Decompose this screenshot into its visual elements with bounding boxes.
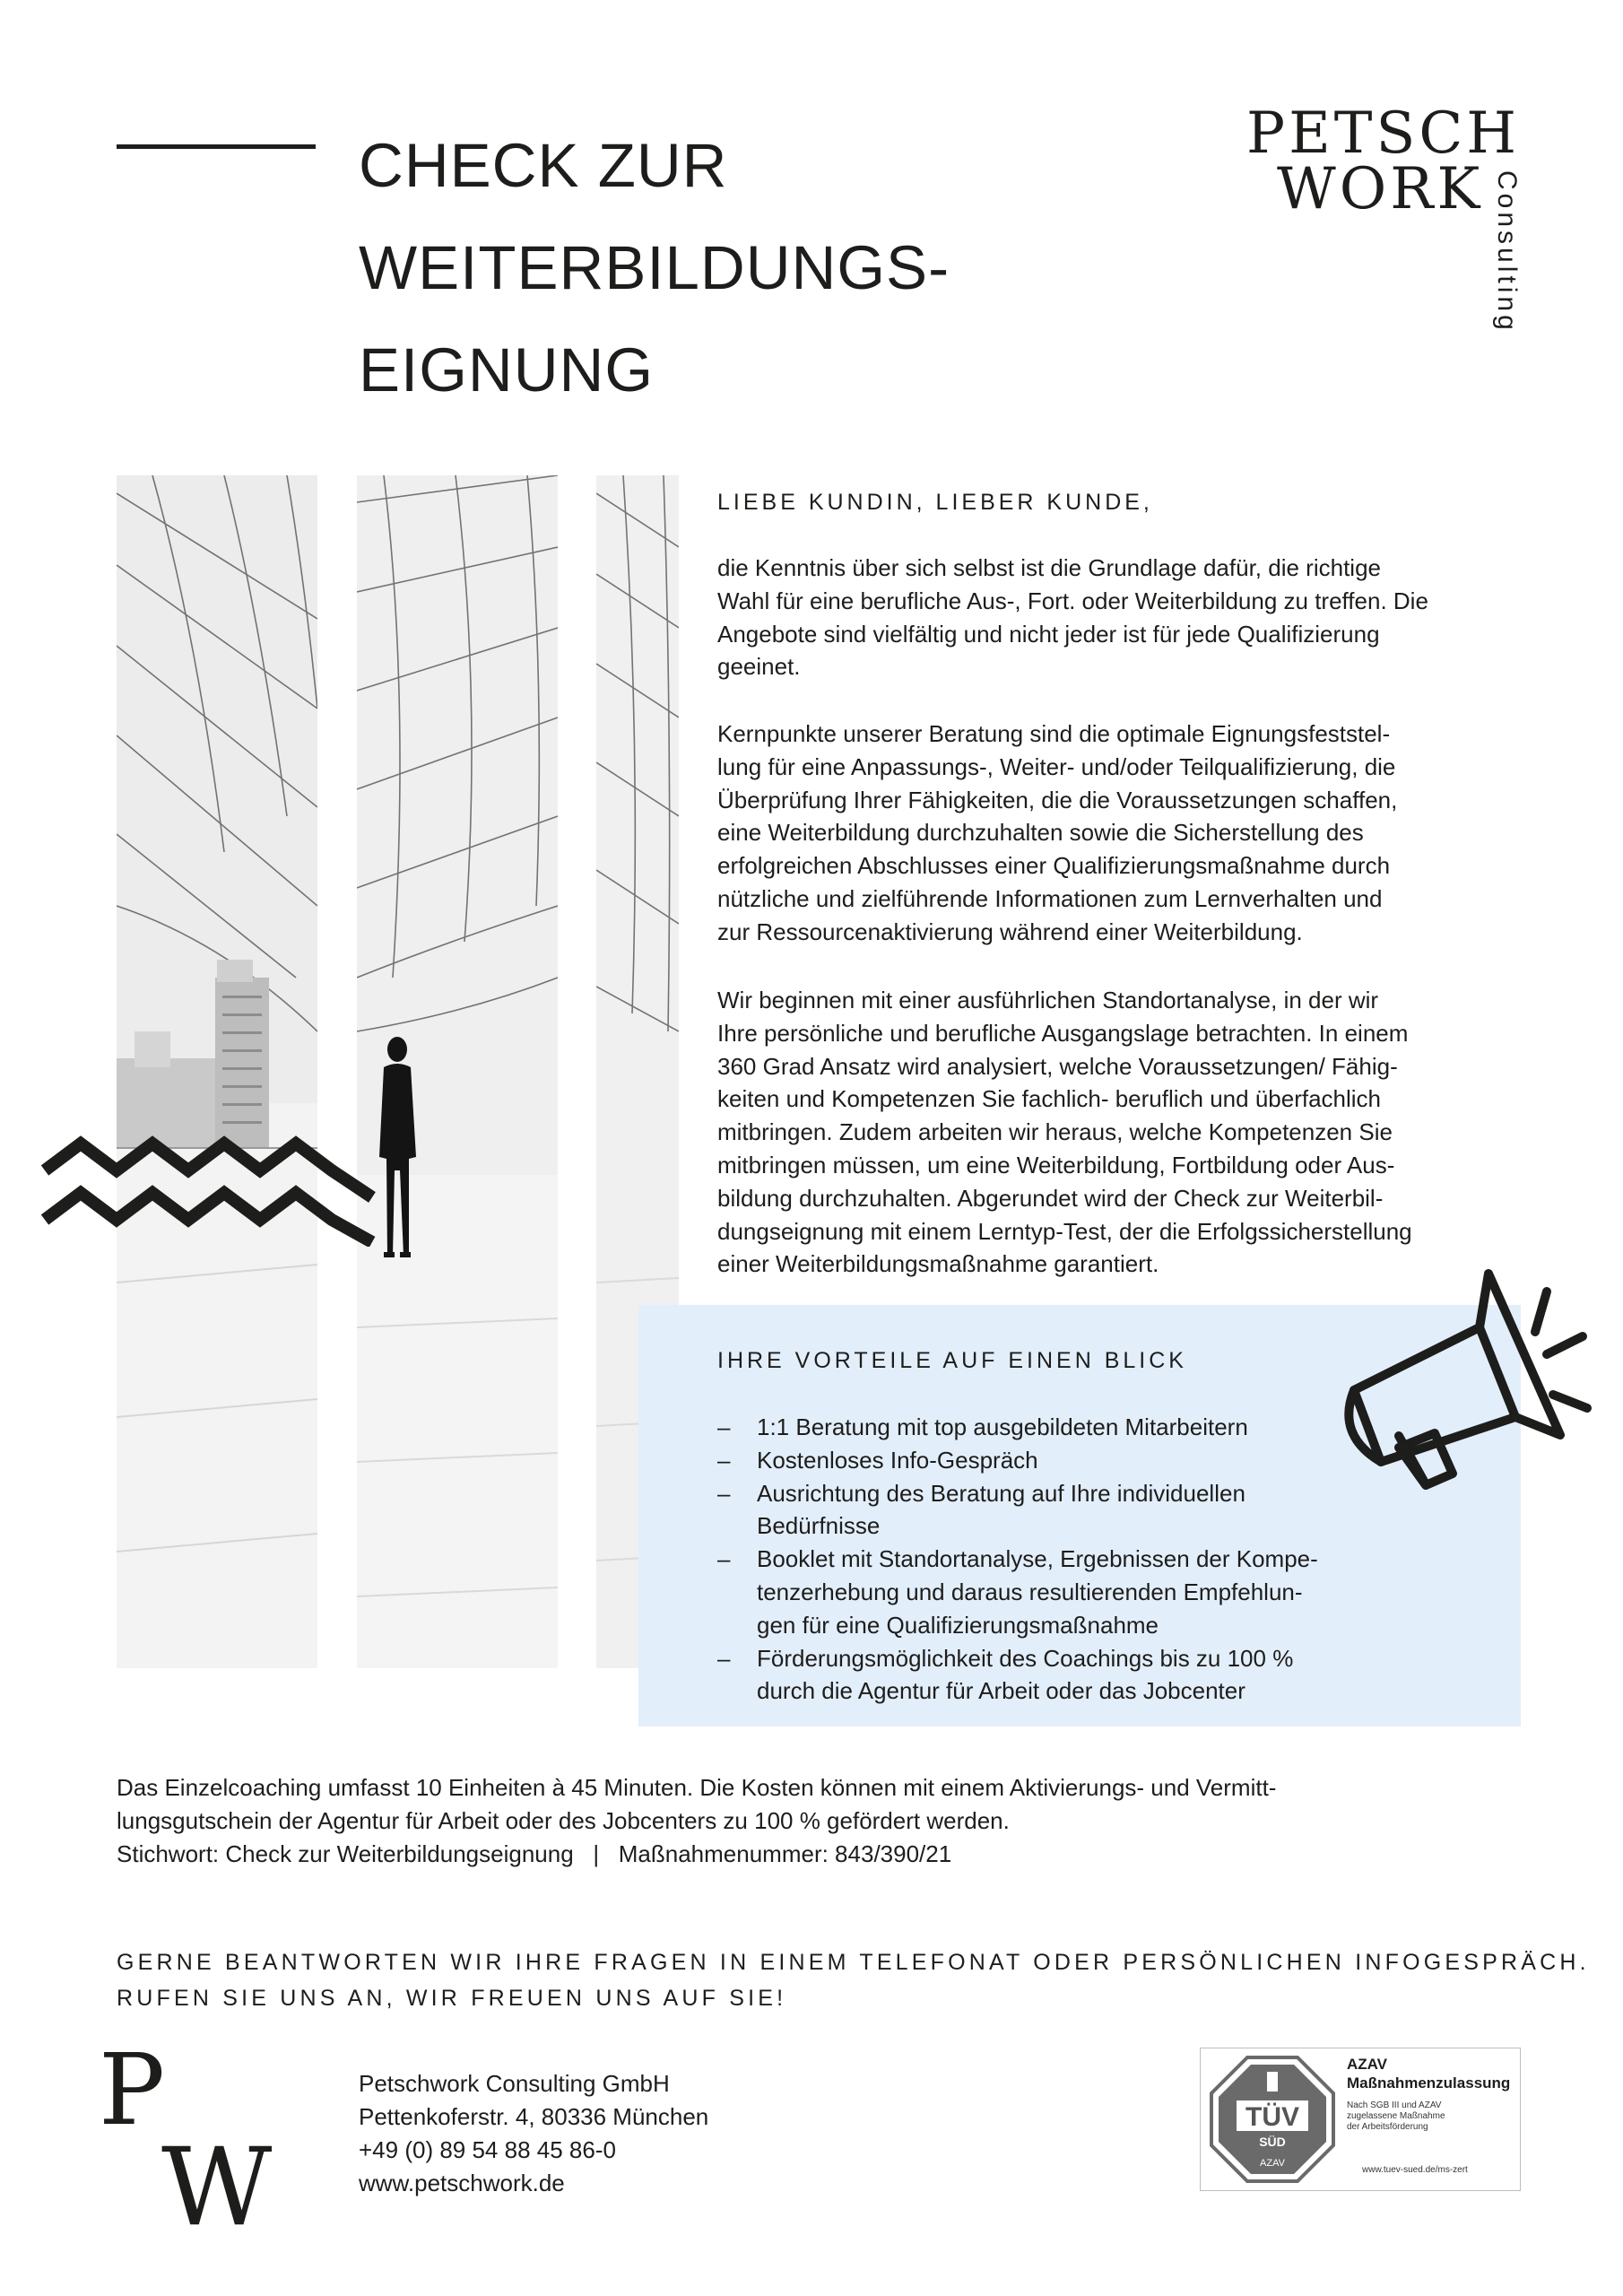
benefits-heading: IHRE VORTEILE AUF EINEN BLICK bbox=[717, 1348, 1187, 1373]
logo-petsch: PETSCH bbox=[1246, 100, 1521, 167]
company-phone: +49 (0) 89 54 88 45 86-0 bbox=[359, 2136, 616, 2163]
photo-strip-left bbox=[117, 475, 317, 1668]
benefit-item: – Ausrichtung des Beratung auf Ihre individuellen Bedürfnisse bbox=[717, 1477, 1417, 1544]
seal-azav: AZAV bbox=[1260, 2158, 1285, 2169]
coaching-info: Das Einzelcoaching umfasst 10 Einheiten à 45 Minuten. Die Kosten können mit einem Aktivierungs- und Vermitt- lungsgutschein der Agentur für Arbeit oder des Jobcenters zu 100 % gefördert werden. Stichwort: Check zur Weiterbildungseignung | Maßnahmenummer: 843/390/21 bbox=[117, 1774, 1277, 1867]
logo-consulting: Consulting bbox=[1492, 170, 1522, 334]
benefit-item: – 1:1 Beratung mit top ausgebildeten Mitarbeitern bbox=[717, 1411, 1417, 1444]
page-title bbox=[359, 115, 950, 422]
company-website[interactable]: www.petschwork.de bbox=[359, 2170, 565, 2196]
cert-subtitle: Maßnahmenzulassung bbox=[1347, 2074, 1511, 2092]
title-line-1: CHECK ZUR bbox=[359, 131, 728, 200]
seal-tuv: TÜV bbox=[1245, 2102, 1299, 2132]
seal-sud: SÜD bbox=[1259, 2135, 1286, 2149]
title-line-3: EIGNUNG bbox=[359, 335, 655, 404]
cert-note: Nach SGB III und AZAV zugelassene Maßnahme der Arbeitsförderung bbox=[1347, 2100, 1445, 2132]
intro-paragraph-1: die Kenntnis über sich selbst ist die Grundlage dafür, die richtige Wahl für eine berufliche Aus-, Fort. oder Weiterbildung zu treffen. Die Angebote sind vielfältig und nicht jeder ist für jede Qualifizierung geeinet. bbox=[717, 554, 1428, 681]
intro-paragraph-3: Wir beginnen mit einer ausführlichen Standortanalyse, in der wir Ihre persönliche und berufliche Ausgangslage betrachten. In einem 360 Grad Ansatz wird analysiert, welche Voraussetzungen/ Fähig- keiten und Kompetenzen Sie fachlich- beruflich und überfachlich mitbringen. Zudem arbeiten wir heraus, welche Kompetenzen Sie mitbringen müssen, um eine Weiterbildung, Fortbildung oder Aus- bildung durchzuhalten. Abgerundet wird der Check zur Weiterbil- dungseignung mit einem Lerntyp-Test, der die Erfolgssicherstellung einer Weiterbildungsmaßnahme garantiert. bbox=[717, 987, 1412, 1278]
company-name: Petschwork Consulting GmbH bbox=[359, 2070, 670, 2097]
monogram-w: W bbox=[161, 2126, 273, 2250]
call-to-action: GERNE BEANTWORTEN WIR IHRE FRAGEN IN EINEM TELEFONAT ODER PERSÖNLICHEN INFOGESPRÄCH. RUFEN SIE UNS AN, WIR FREUEN UNS AUF SIE! bbox=[117, 1950, 1590, 2011]
title-line-2: WEITERBILDUNGS- bbox=[359, 233, 950, 302]
photo-strip-middle bbox=[357, 475, 558, 1668]
benefits-list bbox=[717, 1411, 1417, 1708]
azav-certificate bbox=[1200, 2048, 1521, 2191]
zigzag-decoration bbox=[36, 1117, 386, 1247]
intro-paragraph-2: Kernpunkte unserer Beratung sind die optimale Eignungsfeststel- lung für eine Anpassungs-, Weiter- und/oder Teilqualifizierung, die Überprüfung Ihrer Fähigkeiten, die die Voraussetzungen schaffen, eine Weiterbildung durchzuhalten sowie die Sicherstellung des erfolgreichen Abschlusses einer Qualifizierungsmaßnahme durch nützliche und zielführende Informationen zum Lernverhalten und zur Ressourcenaktivierung während einer Weiterbildung. bbox=[717, 720, 1398, 945]
cert-url[interactable]: www.tuev-sued.de/ms-zert bbox=[1362, 2165, 1468, 2175]
contact-block bbox=[359, 2067, 708, 2200]
benefit-item: – Förderungsmöglichkeit des Coachings bis zu 100 % durch die Agentur für Arbeit oder das Jobcenter bbox=[717, 1642, 1417, 1709]
megaphone-icon bbox=[1327, 1256, 1596, 1498]
header-rule bbox=[117, 144, 316, 149]
intro-heading: LIEBE KUNDIN, LIEBER KUNDE, bbox=[717, 490, 1153, 515]
company-address: Pettenkoferstr. 4, 80336 München bbox=[359, 2103, 709, 2130]
cert-title: AZAV bbox=[1347, 2056, 1388, 2073]
benefit-item: – Booklet mit Standortanalyse, Ergebnissen der Kompe- tenzerhebung und daraus resultierenden Empfehlun- gen für eine Qualifizierungsmaßnahme bbox=[717, 1543, 1417, 1641]
monogram-p: P bbox=[99, 2032, 166, 2147]
logo-work: WORK bbox=[1277, 156, 1484, 222]
benefit-item: – Kostenloses Info-Gespräch bbox=[717, 1444, 1417, 1477]
